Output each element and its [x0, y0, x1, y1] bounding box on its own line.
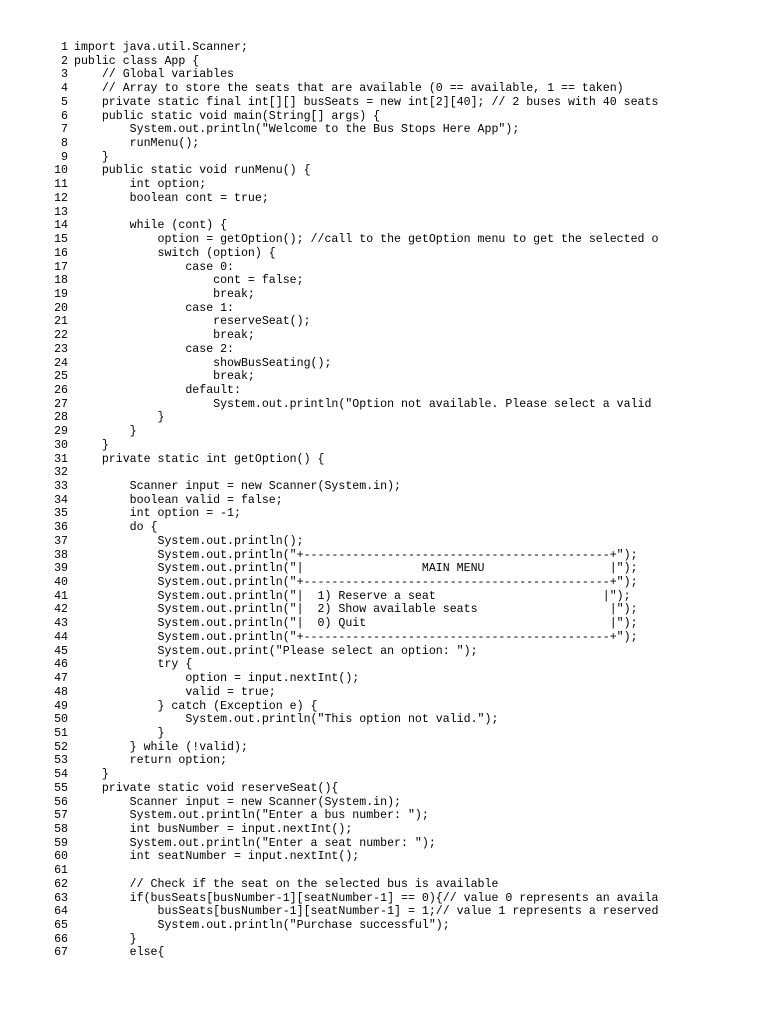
line-number: 46: [54, 658, 68, 672]
code-text: System.out.println("Enter a bus number: ");: [74, 809, 429, 823]
line-number: 8: [61, 137, 68, 151]
code-line: [0, 741, 768, 755]
code-text: }: [74, 932, 137, 946]
code-text: // Global variables: [74, 68, 235, 82]
code-line: [0, 384, 768, 398]
code-text: System.out.println("| 2) Show available seats |");: [74, 603, 638, 617]
line-number: 27: [54, 397, 68, 411]
code-line: [0, 850, 768, 864]
line-number: 10: [54, 164, 68, 178]
line-number: 13: [54, 205, 68, 219]
code-text: System.out.print("Please select an option: ");: [74, 644, 478, 658]
code-line: [0, 645, 768, 659]
code-line: [0, 631, 768, 645]
code-text: valid = true;: [74, 685, 276, 699]
code-text: public static void runMenu() {: [74, 164, 311, 178]
code-line: [0, 672, 768, 686]
code-line: [0, 343, 768, 357]
code-text: private static void reserveSeat(){: [74, 781, 339, 795]
code-text: } catch (Exception e) {: [74, 699, 318, 713]
line-number: 59: [54, 836, 68, 850]
code-text: break;: [74, 287, 255, 301]
code-line: [0, 302, 768, 316]
line-number: 31: [54, 452, 68, 466]
code-line: [0, 480, 768, 494]
code-line: [0, 315, 768, 329]
code-line: [0, 919, 768, 933]
code-text: } while (!valid);: [74, 740, 248, 754]
code-line: [0, 878, 768, 892]
line-number: 62: [54, 877, 68, 891]
line-number: 63: [54, 891, 68, 905]
line-number: 12: [54, 191, 68, 205]
code-line: [0, 219, 768, 233]
code-line: [0, 41, 768, 55]
code-line: [0, 247, 768, 261]
code-line: [0, 425, 768, 439]
code-line: [0, 837, 768, 851]
code-line: [0, 466, 768, 480]
code-line: [0, 82, 768, 96]
line-number: 41: [54, 589, 68, 603]
code-text: [68, 466, 768, 480]
code-text: int busNumber = input.nextInt();: [74, 822, 353, 836]
code-line: [0, 864, 768, 878]
code-line: [0, 796, 768, 810]
line-number: 21: [54, 315, 68, 329]
line-number: 66: [54, 932, 68, 946]
code-line: [0, 233, 768, 247]
code-line: [0, 617, 768, 631]
code-line: [0, 507, 768, 521]
code-line: [0, 439, 768, 453]
code-text: Scanner input = new Scanner(System.in);: [74, 480, 401, 493]
line-number: 22: [54, 329, 68, 343]
line-number: 56: [54, 795, 68, 809]
code-text: reserveSeat();: [74, 315, 311, 329]
code-text: System.out.println("Purchase successful");: [74, 919, 450, 932]
code-text: }: [74, 150, 109, 164]
code-text: case 2:: [74, 342, 235, 356]
code-line: [0, 686, 768, 700]
code-text: case 1:: [74, 301, 235, 315]
code-text: showBusSeating();: [74, 356, 332, 370]
code-line: [0, 96, 768, 110]
code-line: [0, 809, 768, 823]
code-text: switch (option) {: [74, 246, 276, 260]
code-text: private static int getOption() {: [74, 452, 325, 466]
code-line: [0, 713, 768, 727]
code-text: int option = -1;: [74, 507, 241, 521]
code-text: int option;: [74, 178, 207, 192]
code-text: runMenu();: [74, 137, 200, 151]
line-number: 36: [54, 521, 68, 535]
code-text: }: [74, 411, 165, 425]
code-text: [68, 206, 768, 220]
code-line: [0, 357, 768, 371]
line-number: 29: [54, 425, 68, 439]
line-number: 43: [54, 617, 68, 631]
code-text: do {: [74, 521, 158, 535]
code-text: System.out.println("This option not valid.");: [74, 713, 499, 727]
line-number: 14: [54, 219, 68, 233]
line-number: 57: [54, 809, 68, 823]
line-number: 60: [54, 850, 68, 864]
line-number: 65: [54, 919, 68, 932]
code-text: boolean valid = false;: [74, 493, 283, 507]
line-number: 3: [61, 68, 68, 82]
code-text: System.out.println("Option not available. Please select a valid: [74, 397, 652, 411]
code-line: [0, 274, 768, 288]
line-number: 35: [54, 507, 68, 521]
code-line: [0, 288, 768, 302]
code-line: [0, 549, 768, 563]
line-number: 40: [54, 576, 68, 590]
code-text: return option;: [74, 754, 228, 768]
code-text: System.out.println("| 1) Reserve a seat |");: [74, 589, 631, 603]
code-text: default:: [74, 383, 241, 397]
line-number: 52: [54, 740, 68, 754]
code-line: [0, 700, 768, 714]
line-number: 67: [54, 946, 68, 960]
line-number: 47: [54, 672, 68, 686]
code-text: case 0:: [74, 260, 235, 274]
code-text: int seatNumber = input.nextInt();: [74, 850, 360, 864]
code-line: [0, 521, 768, 535]
code-line: [0, 892, 768, 906]
line-number: 7: [61, 123, 68, 137]
line-number: 26: [54, 383, 68, 397]
code-text: try {: [74, 658, 193, 672]
code-text: }: [74, 438, 109, 452]
code-text: }: [74, 768, 109, 782]
code-line: [0, 453, 768, 467]
code-text: boolean cont = true;: [74, 191, 269, 205]
line-number: 44: [54, 630, 68, 644]
line-number: 15: [54, 233, 68, 247]
line-number: 50: [54, 713, 68, 727]
line-number: 32: [54, 466, 68, 480]
code-text: // Array to store the seats that are available (0 == available, 1 == taken): [74, 82, 624, 96]
code-line: [0, 576, 768, 590]
code-text: System.out.println("Welcome to the Bus Stops Here App");: [74, 123, 520, 137]
code-line: [0, 261, 768, 275]
code-line: [0, 562, 768, 576]
line-number: 23: [54, 342, 68, 356]
code-text: break;: [74, 329, 255, 343]
line-number: 24: [54, 356, 68, 370]
line-number: 5: [61, 95, 68, 109]
line-number: 9: [61, 150, 68, 164]
line-number: 55: [54, 781, 68, 795]
code-text: }: [74, 726, 165, 740]
code-text: System.out.println();: [74, 534, 304, 548]
code-line: [0, 55, 768, 69]
line-number: 42: [54, 603, 68, 617]
code-line: [0, 178, 768, 192]
code-text: busSeats[busNumber-1][seatNumber-1] = 1;// value 1 represents a reserved: [74, 905, 659, 919]
code-line: [0, 411, 768, 425]
line-number: 19: [54, 287, 68, 301]
code-line: [0, 164, 768, 178]
code-line: [0, 603, 768, 617]
code-line: [0, 329, 768, 343]
line-number: 4: [61, 82, 68, 96]
code-text: System.out.println("+--------------------------------------------+");: [74, 630, 638, 644]
code-line: [0, 946, 768, 960]
line-number: 11: [54, 178, 68, 192]
code-line: [0, 768, 768, 782]
code-text: System.out.println("| 0) Quit |");: [74, 617, 638, 631]
code-text: public static void main(String[] args) {: [74, 109, 381, 123]
line-number: 34: [54, 493, 68, 507]
line-number: 49: [54, 699, 68, 713]
code-line: [0, 68, 768, 82]
line-number: 25: [54, 370, 68, 384]
code-line: [0, 192, 768, 206]
code-text: cont = false;: [74, 274, 304, 288]
code-text: System.out.println("+--------------------------------------------+");: [74, 548, 638, 562]
code-text: break;: [74, 370, 255, 384]
code-text: while (cont) {: [74, 219, 228, 233]
code-text: import java.util.Scanner;: [74, 41, 248, 54]
line-number: 61: [54, 864, 68, 878]
line-number: 45: [54, 644, 68, 658]
line-number: 53: [54, 754, 68, 768]
line-number: 48: [54, 685, 68, 699]
line-number: 30: [54, 438, 68, 452]
line-number: 64: [54, 905, 68, 919]
code-line: [0, 754, 768, 768]
code-text: option = input.nextInt();: [74, 672, 360, 686]
line-number: 38: [54, 548, 68, 562]
line-number: 39: [54, 562, 68, 576]
line-number: 18: [54, 274, 68, 288]
line-number: 1: [61, 41, 68, 54]
code-text: [68, 864, 768, 878]
code-line: [0, 727, 768, 741]
line-number: 54: [54, 768, 68, 782]
code-line: [0, 590, 768, 604]
code-line: [0, 535, 768, 549]
line-number: 51: [54, 726, 68, 740]
code-line: [0, 398, 768, 412]
line-number: 2: [61, 54, 68, 68]
code-text: // Check if the seat on the selected bus is available: [74, 877, 499, 891]
code-text: else{: [74, 946, 165, 960]
code-line: [0, 905, 768, 919]
code-line: [0, 933, 768, 947]
line-number: 28: [54, 411, 68, 425]
code-listing: [0, 41, 768, 960]
line-number: 33: [54, 480, 68, 493]
code-text: if(busSeats[busNumber-1][seatNumber-1] == 0){// value 0 represents an availa: [74, 891, 659, 905]
code-line: [0, 782, 768, 796]
code-text: System.out.println("Enter a seat number: ");: [74, 836, 436, 850]
code-text: private static final int[][] busSeats = new int[2][40]; // 2 buses with 40 seats: [74, 95, 659, 109]
code-text: }: [74, 425, 137, 439]
code-text: public class App {: [74, 54, 200, 68]
code-line: [0, 137, 768, 151]
code-line: [0, 370, 768, 384]
code-text: Scanner input = new Scanner(System.in);: [74, 795, 401, 809]
code-line: [0, 823, 768, 837]
code-text: option = getOption(); //call to the getOption menu to get the selected o: [74, 233, 659, 247]
line-number: 37: [54, 534, 68, 548]
code-text: System.out.println("+--------------------------------------------+");: [74, 576, 638, 590]
code-line: [0, 123, 768, 137]
line-number: 58: [54, 822, 68, 836]
code-line: [0, 151, 768, 165]
code-line: [0, 494, 768, 508]
code-line: [0, 110, 768, 124]
code-line: [0, 658, 768, 672]
line-number: 20: [54, 301, 68, 315]
code-line: [0, 206, 768, 220]
code-text: System.out.println("| MAIN MENU |");: [74, 562, 638, 576]
line-number: 6: [61, 109, 68, 123]
line-number: 17: [54, 260, 68, 274]
line-number: 16: [54, 246, 68, 260]
